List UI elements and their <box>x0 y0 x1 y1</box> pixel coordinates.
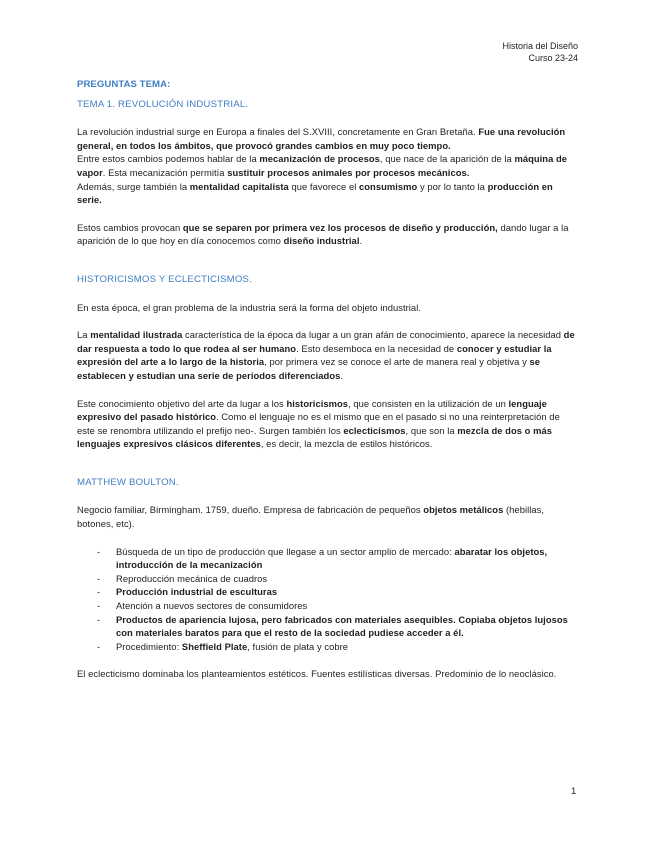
list-item: - Búsqueda de un tipo de producción que llegase a un sector amplio de mercado: abaratar los objetos, introducción de la mecanización <box>97 545 548 571</box>
list-item: - Procedimiento: Sheffield Plate, fusión de plata y cobre <box>97 640 349 652</box>
page-number: 1 <box>571 785 577 796</box>
header-course-title: Historia del Diseño <box>502 41 578 51</box>
bullet-dash: - <box>97 545 101 557</box>
list-item: - Producción industrial de esculturas <box>97 586 278 598</box>
paragraph: La mentalidad ilustrada característica de la época da lugar a un gran afán de conocimiento, aparece la necesidad de dar respuesta a todo lo que rodea al ser humano. Esto desemboca en la necesidad de conocer y estudiar la expresión del arte a lo largo de la historia, por primera vez se conoce el arte de manera real y objetiva y se establecen y estudian una serie de periodos diferenciados. <box>77 329 575 381</box>
page-header <box>502 40 578 64</box>
bullet-dash: - <box>97 640 101 652</box>
header-course-year: Curso 23-24 <box>528 53 578 63</box>
section-heading-revolucion: TEMA 1. REVOLUCIÓN INDUSTRIAL. <box>77 98 249 110</box>
paragraph: Estos cambios provocan que se separen por primera vez los procesos de diseño y producción, dando lugar a la aparición de lo que hoy en día conocemos como diseño industrial. <box>77 221 569 247</box>
paragraph: En esta época, el gran problema de la industria será la forma del objeto industrial. <box>77 301 421 313</box>
list-item: - Reproducción mecánica de cuadros <box>97 572 268 584</box>
list-item: - Productos de apariencia lujosa, pero fabricados con materiales asequibles. Copiaba objetos lujosos con materiales baratos para que el resto de la sociedad pudiese acceder a él. <box>97 613 568 639</box>
list-item: - Atención a nuevos sectores de consumidores <box>97 600 308 612</box>
bullet-dash: - <box>97 586 101 598</box>
bullet-dash: - <box>97 613 101 625</box>
paragraph: La revolución industrial surge en Europa a finales del S.XVIII, concretamente en Gran Bretaña. Fue una revolución general, en todos los ámbitos, que provocó grandes cambios en muy poco tiempo. Entre estos cambios podemos hablar de la mecanización de procesos, que nace de la aparición de la máquina de vapor. Esta mecanización permitía sustituir procesos animales por procesos mecánicos. Además, surge también la mentalidad capitalista que favorece el consumismo y por lo tanto la producción en serie. <box>77 126 568 206</box>
document-body <box>77 78 579 681</box>
paragraph: Negocio familiar, Birmingham. 1759, dueño. Empresa de fabricación de pequeños objetos metálicos (hebillas, botones, etc). <box>77 504 545 530</box>
bullet-dash: - <box>97 600 101 612</box>
bullet-list <box>77 545 579 654</box>
document-title: PREGUNTAS TEMA: <box>77 79 171 90</box>
paragraph: El eclecticismo dominaba los planteamientos estéticos. Fuentes estilísticas diversas. Predominio de lo neoclásico. <box>77 668 557 680</box>
bullet-dash: - <box>97 572 101 584</box>
section-heading-boulton: MATTHEW BOULTON. <box>77 476 179 488</box>
paragraph: Este conocimiento objetivo del arte da lugar a los historicismos, que consisten en la utilización de un lenguaje expresivo del pasado histórico. Como el lenguaje no es el mismo que en el pasado si no una reinterpretación de este se renombra utilizando el prefijo neo-. Surgen también los eclecticismos, que son la mezcla de dos o más lenguajes expresivos clásicos diferentes, es decir, la mezcla de estilos históricos. <box>77 397 560 450</box>
section-heading-historicismos: HISTORICISMOS Y ECLECTICISMOS. <box>77 273 252 285</box>
